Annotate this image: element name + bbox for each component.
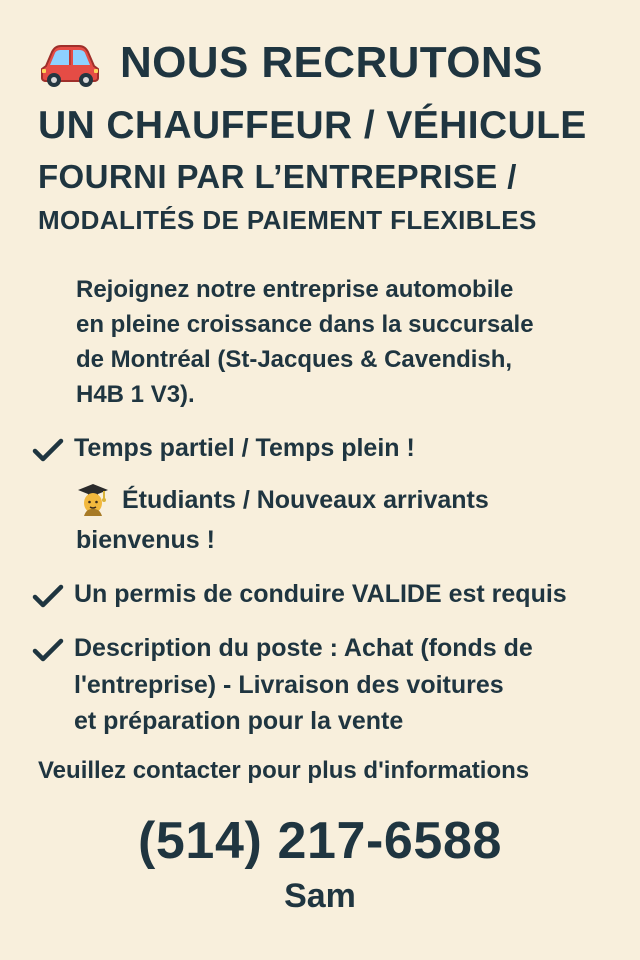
intro-paragraph bbox=[76, 272, 596, 412]
license-text: Un permis de conduire VALIDE est requis bbox=[74, 580, 567, 608]
student-text: Étudiants / Nouveaux arrivants bbox=[122, 486, 489, 514]
license-item bbox=[32, 576, 612, 613]
contact-name: Sam bbox=[284, 877, 356, 915]
title-row bbox=[38, 38, 543, 88]
headline-line-3: FOURNI PAR L’ENTREPRISE / bbox=[38, 158, 517, 195]
job-description-line: l'entreprise) - Livraison des voitures bbox=[74, 670, 504, 699]
schedule-text: Temps partiel / Temps plein ! bbox=[74, 434, 415, 462]
contact-text: Veuillez contacter pour plus d'informations bbox=[38, 757, 530, 784]
intro-line: en pleine croissance dans la succursale bbox=[76, 311, 534, 339]
schedule-item bbox=[32, 430, 612, 467]
headline-line-2: UN CHAUFFEUR / VÉHICULE bbox=[38, 104, 587, 147]
car-icon bbox=[38, 38, 102, 88]
job-description-item bbox=[32, 630, 612, 740]
headline-line-4: MODALITÉS DE PAIEMENT FLEXIBLES bbox=[38, 205, 537, 235]
job-description-text bbox=[74, 630, 533, 740]
job-description-line: et préparation pour la vente bbox=[74, 707, 404, 735]
check-icon bbox=[32, 436, 64, 464]
check-icon bbox=[32, 636, 64, 664]
intro-line: H4B 1 V3). bbox=[76, 381, 195, 409]
check-icon bbox=[32, 582, 64, 610]
intro-line: de Montréal (St-Jacques & Cavendish, bbox=[76, 346, 513, 374]
intro-line: Rejoignez notre entreprise automobile bbox=[76, 276, 514, 303]
phone-number: (514) 217-6588 bbox=[138, 812, 502, 870]
student-text-line-2: bienvenus ! bbox=[76, 526, 215, 554]
student-icon bbox=[76, 482, 110, 518]
headline-title: NOUS RECRUTONS bbox=[120, 38, 543, 87]
student-item bbox=[76, 482, 546, 519]
job-description-line: Description du poste : Achat (fonds de bbox=[74, 634, 533, 662]
